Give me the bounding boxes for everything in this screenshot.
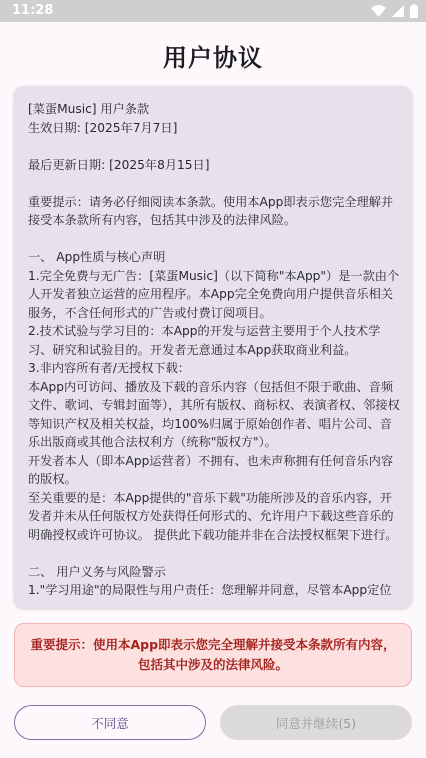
terms-scroll-panel[interactable] bbox=[14, 86, 412, 608]
warning-text: 重要提示：使用本App即表示您完全理解并接受本条款所有内容，包括其中涉及的法律风险。 bbox=[30, 637, 396, 672]
agree-continue-button[interactable]: 同意并继续(5) bbox=[220, 705, 412, 740]
status-time: 11:28 bbox=[12, 3, 54, 18]
warning-banner bbox=[14, 623, 412, 687]
disagree-button[interactable]: 不同意 bbox=[14, 705, 206, 740]
battery-icon bbox=[410, 4, 418, 18]
terms-text: [菜蛋Music] 用户条款 生效日期: [2025年7月7日] 最后更新日期: [2025年8月15日] 重要提示：请务必仔细阅读本条款。使用本App即表示您完全理解并接受本条款所有内容，包括其中涉及的法律风险。 一、 App性质与核心声明 1.完全免费与无广告：[菜蛋Music]（以下简称"本App"）是一款由个人开发者独立运营的应用程序。本App完全免费向用户提供音乐相关服务，不含任何形式的广告或付费订阅项目。 2.技术试验与学习目的：本App的开发与运营主要用于个人技术学习、研究和试验目的。开发者无意通过本App获取商业利益。 3.非内容所有者/无授权下载： 本App内可访问、播放及下载的音乐内容（包括但不限于歌曲、音频文件、歌词、专辑封面等），其所有版权、商标权、表演者权、邻接权等知识产权及相关权益，均100%归属于原始创作者、唱片公司、音乐出版商或其他合法权利方（统称"版权方"）。 开发者本人（即本App运营者）不拥有、也未声称拥有任何音乐内容的版权。 至关重要的是：本App提供的"音乐下载"功能所涉及的音乐内容，开发者并未从任何版权方处获得任何形式的、允许用户下载这些音乐的明确授权或许可协议。 提供此下载功能并非在合法授权框架下进行。 二、 用户义务与风险警示 1."学习用途"的局限性与用户责任：您理解并同意，尽管本App定位 bbox=[28, 102, 400, 597]
status-bar bbox=[0, 0, 426, 22]
page-title: 用户协议 bbox=[163, 44, 263, 72]
status-icons bbox=[371, 4, 418, 18]
signal-icon bbox=[392, 5, 404, 17]
wifi-icon bbox=[371, 5, 386, 17]
